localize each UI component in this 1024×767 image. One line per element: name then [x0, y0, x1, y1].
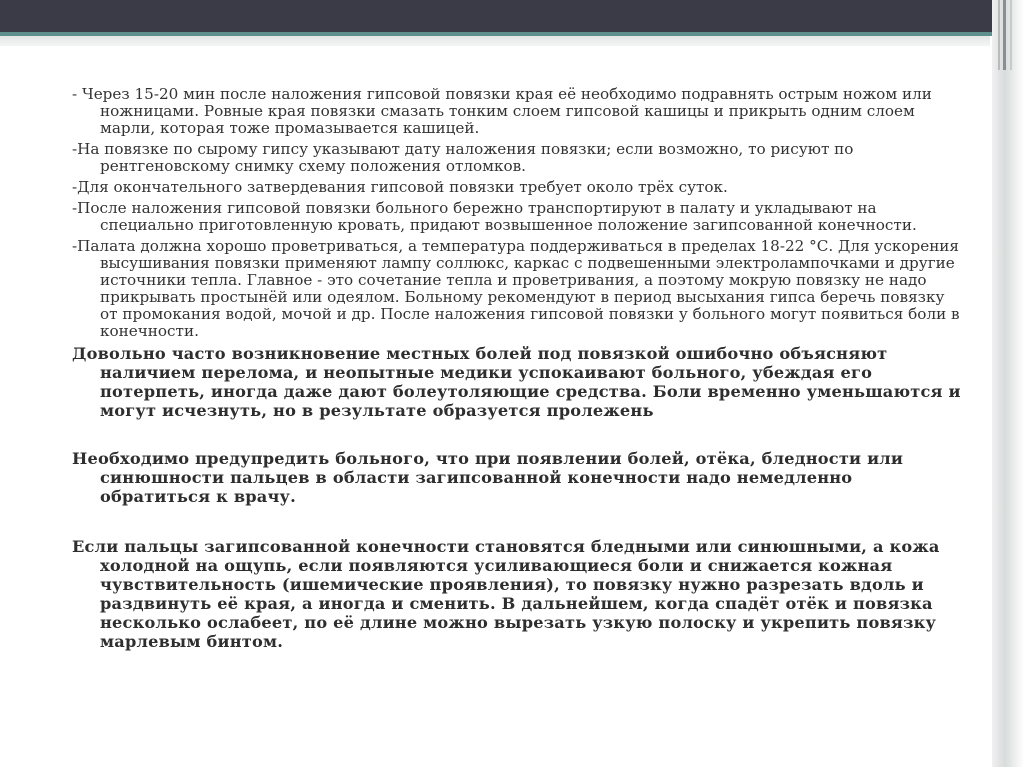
paragraph-transport: -После наложения гипсовой повязки больного бережно транспортируют в палату и укладывают на специально приготовленную кровать, придают возвышенное положение загипсованной конечности. [72, 199, 917, 234]
paragraph-ventilation: -Палата должна хорошо проветриваться, а температура поддерживаться в пределах 18-22 °С. Для ускорения высушивания повязки применяют лампу соллюкс, каркас с подвешенными электролампочками и другие источники тепла. Главное - это сочетание тепла и проветривания, а поэтому мокрую повязку не надо прикрывать простынёй или одеялом. Больному рекомендуют в период высыхания гипса беречь повязку от промокания водой, мочой и др. После наложения гипсовой повязки у больного могут появиться боли в конечности. [72, 237, 960, 340]
slide-body [72, 86, 964, 651]
bold-paragraph-local-pain: Довольно часто возникновение местных болей под повязкой ошибочно объясняют наличием перелома, и неопытные медики успокаивают больного, убеждая его потерпеть, иногда даже дают болеутоляющие средства. Боли временно уменьшаются и могут исчезнуть, но в результате образуется пролежень [72, 344, 961, 420]
spacer [72, 506, 964, 537]
header-shadow-stripe [0, 36, 990, 46]
spacer [72, 420, 964, 449]
paragraph-hardening-time: -Для окончательного затвердевания гипсовой повязки требует около трёх суток. [72, 178, 728, 196]
side-line-3 [1010, 0, 1012, 70]
bold-paragraph-warn-patient: Необходимо предупредить больного, что при появлении болей, отёка, бледности или синюшности пальцев в области загипсованной конечности надо немедленно обратиться к врачу. [72, 449, 904, 506]
bold-paragraph-ischemia: Если пальцы загипсованной конечности становятся бледными или синюшными, а кожа холодной на ощупь, если появляются усиливающиеся боли и снижается кожная чувствительность (ишемические проявления), то повязку нужно разрезать вдоль и раздвинуть её края, а иногда и сменить. В дальнейшем, когда спадёт отёк и повязка несколько ослабеет, по её длине можно вырезать узкую полоску и укрепить повязку марлевым бинтом. [72, 537, 940, 651]
header-bar [0, 0, 1024, 32]
paragraph-date-marking: -На повязке по сырому гипсу указывают дату наложения повязки; если возможно, то рисуют по рентгеновскому снимку схему положения отломков. [72, 140, 854, 175]
right-decorative-band [992, 0, 1024, 767]
side-line-1 [998, 0, 1000, 70]
paragraph-trimming: - Через 15-20 мин после наложения гипсовой повязки края её необходимо подравнять острым ножом или ножницами. Ровные края повязки смазать тонким слоем гипсовой кашицы и прикрыть одним слоем марли, которая тоже промазывается кашицей. [72, 85, 932, 137]
side-line-2 [1003, 0, 1006, 70]
